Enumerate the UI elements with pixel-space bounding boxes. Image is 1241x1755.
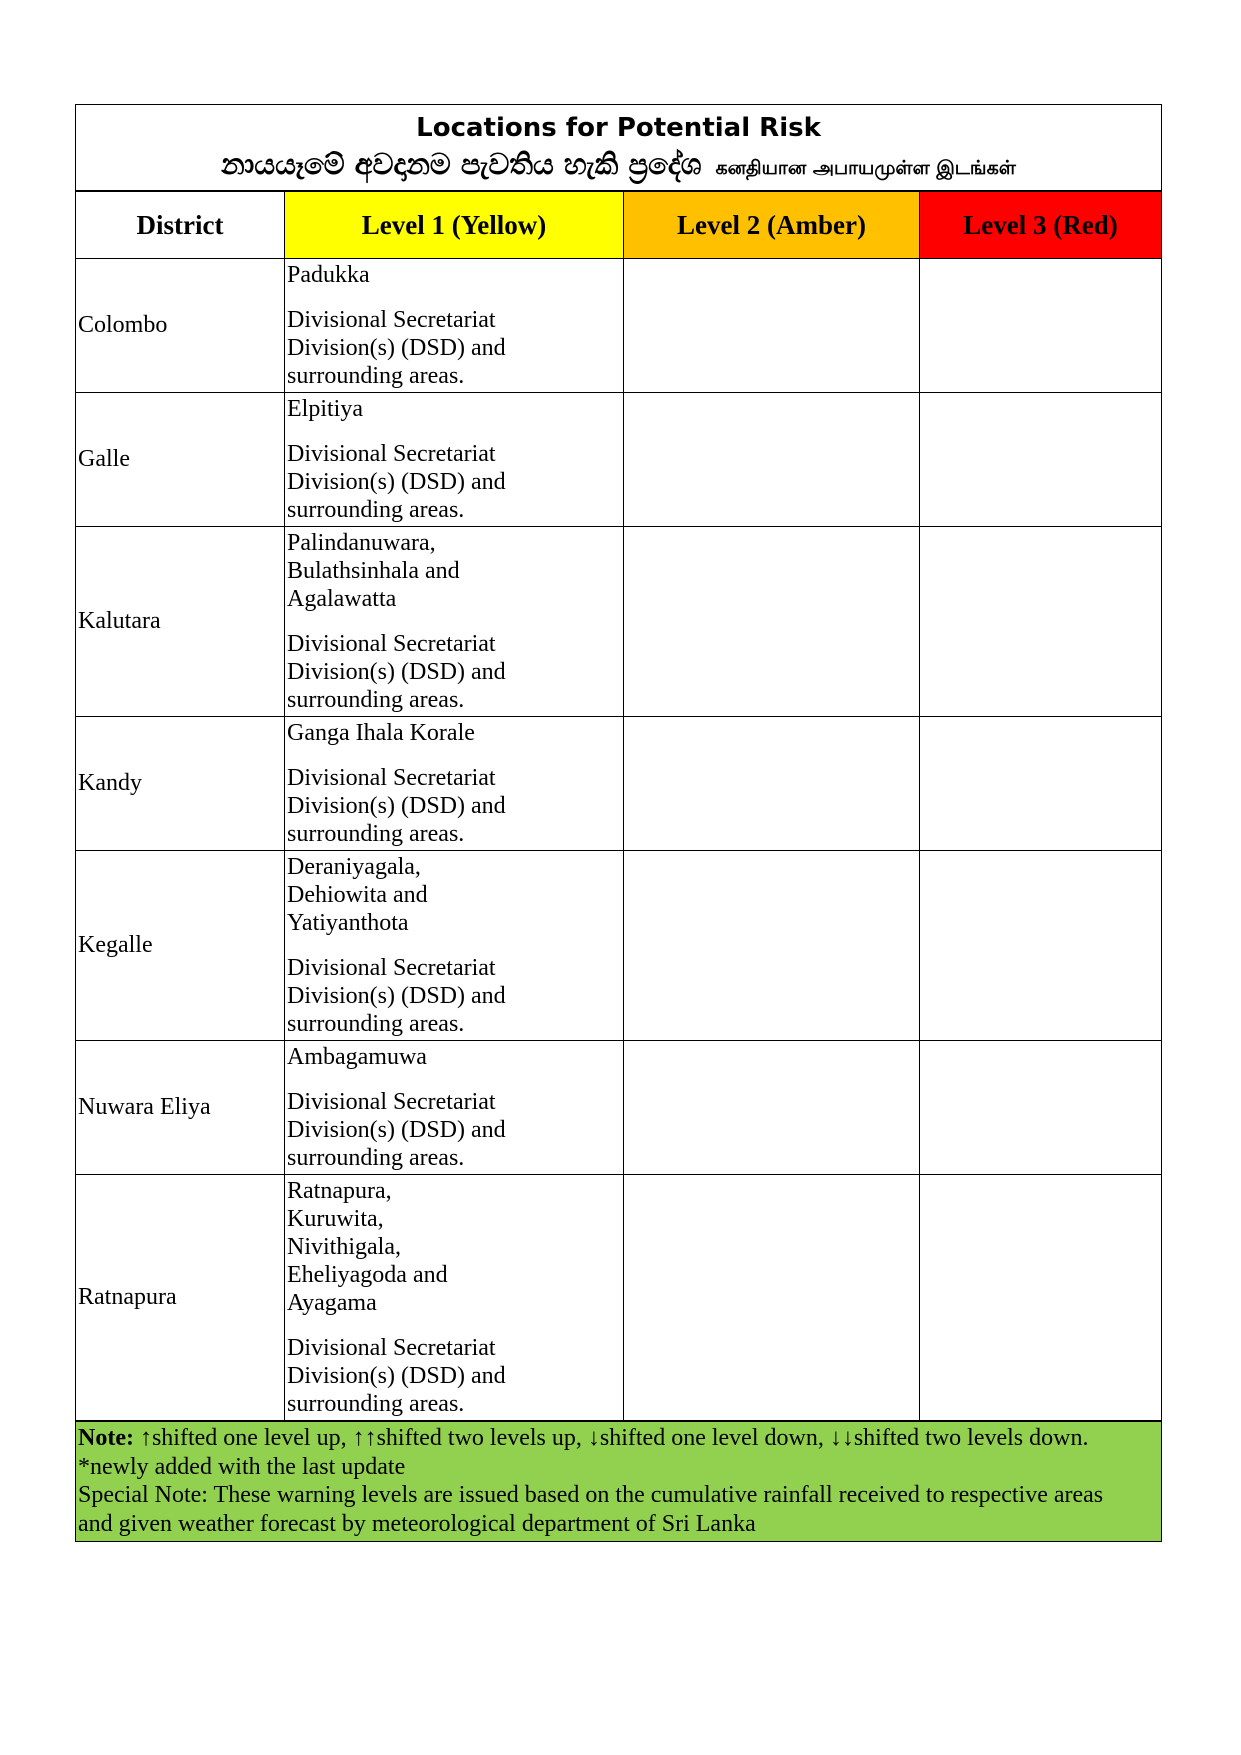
district-cell: Kegalle: [76, 851, 285, 1041]
level-1-cell: [285, 717, 624, 851]
level-2-cell: [624, 1041, 920, 1175]
dsd-note-line: surrounding areas.: [287, 1011, 465, 1037]
title-english: Locations for Potential Risk: [416, 113, 821, 143]
table-row: [76, 1175, 1162, 1422]
title-cell: [76, 105, 1162, 192]
table-row: [76, 1041, 1162, 1175]
spacer: [287, 613, 619, 630]
dsd-note-line: Divisional Secretariat: [287, 441, 496, 467]
note-line: [78, 1424, 1159, 1453]
spacer: [287, 423, 619, 440]
level-3-cell: [920, 259, 1162, 393]
level-3-cell: [920, 527, 1162, 717]
location-line: Kuruwita,: [287, 1206, 384, 1232]
dsd-note-line: Division(s) (DSD) and: [287, 983, 506, 1009]
dsd-note-line: Division(s) (DSD) and: [287, 1363, 506, 1389]
dsd-note-line: Divisional Secretariat: [287, 1335, 496, 1361]
header-level-3: Level 3 (Red): [920, 191, 1162, 259]
level-1-cell: [285, 393, 624, 527]
level-2-cell: [624, 1175, 920, 1422]
note-arrows-legend: ↑shifted one level up, ↑↑shifted two levels up, ↓shifted one level down, ↓↓shifted two levels down.: [133, 1425, 1089, 1451]
level-3-cell: [920, 1175, 1162, 1422]
note-row: [76, 1421, 1162, 1542]
dsd-note-line: surrounding areas.: [287, 687, 465, 713]
level-2-cell: [624, 527, 920, 717]
dsd-note-line: surrounding areas.: [287, 1391, 465, 1417]
district-cell: Colombo: [76, 259, 285, 393]
level-1-cell: [285, 1041, 624, 1175]
location-line: Yatiyanthota: [287, 910, 409, 936]
title-sinhala: නායයෑමේ අවදානම පැවතිය හැකි ප්‍රදේශ: [221, 147, 702, 181]
header-level-2: Level 2 (Amber): [624, 191, 920, 259]
level-1-cell: [285, 527, 624, 717]
level-3-cell: [920, 851, 1162, 1041]
level-1-cell: [285, 851, 624, 1041]
table-row: [76, 851, 1162, 1041]
location-line: Dehiowita and: [287, 882, 428, 908]
location-line: Deraniyagala,: [287, 854, 421, 880]
table-row: [76, 393, 1162, 527]
location-line: Bulathsinhala and: [287, 558, 460, 584]
dsd-note-line: Divisional Secretariat: [287, 955, 496, 981]
dsd-note-line: Division(s) (DSD) and: [287, 793, 506, 819]
dsd-note-line: surrounding areas.: [287, 821, 465, 847]
location-line: Elpitiya: [287, 396, 363, 422]
spacer: [287, 289, 619, 306]
note-line: and given weather forecast by meteorological department of Sri Lanka: [78, 1510, 756, 1537]
dsd-note-line: Division(s) (DSD) and: [287, 1117, 506, 1143]
location-line: Ayagama: [287, 1290, 377, 1316]
level-1-cell: [285, 1175, 624, 1422]
dsd-note-line: Division(s) (DSD) and: [287, 335, 506, 361]
header-level-1: Level 1 (Yellow): [285, 191, 624, 259]
location-line: Ambagamuwa: [287, 1044, 427, 1070]
location-line: Ratnapura,: [287, 1178, 392, 1204]
title-row: [76, 105, 1162, 192]
note-cell: [76, 1421, 1162, 1542]
level-1-cell: [285, 259, 624, 393]
district-cell: Kandy: [76, 717, 285, 851]
district-cell: Kalutara: [76, 527, 285, 717]
note-line: Special Note: These warning levels are issued based on the cumulative rainfall received to respective areas: [78, 1482, 1104, 1508]
district-cell: Ratnapura: [76, 1175, 285, 1422]
dsd-note-line: surrounding areas.: [287, 1145, 465, 1171]
dsd-note-line: Division(s) (DSD) and: [287, 659, 506, 685]
location-line: Nivithigala,: [287, 1234, 401, 1260]
dsd-note-line: Divisional Secretariat: [287, 631, 496, 657]
spacer: [287, 1071, 619, 1088]
spacer: [287, 747, 619, 764]
note-label: Note:: [78, 1425, 134, 1451]
district-cell: Galle: [76, 393, 285, 527]
location-line: Ganga Ihala Korale: [287, 720, 475, 746]
level-3-cell: [920, 393, 1162, 527]
dsd-note-line: Divisional Secretariat: [287, 307, 496, 333]
dsd-note-line: Divisional Secretariat: [287, 765, 496, 791]
title-local-languages: [76, 145, 1161, 190]
dsd-note-line: surrounding areas.: [287, 363, 465, 389]
risk-table: [75, 104, 1162, 1542]
location-line: Eheliyagoda and: [287, 1262, 448, 1288]
header-row: [76, 191, 1162, 259]
location-line: Agalawatta: [287, 586, 397, 612]
location-line: Palindanuwara,: [287, 530, 436, 556]
level-2-cell: [624, 259, 920, 393]
level-3-cell: [920, 1041, 1162, 1175]
table-row: [76, 527, 1162, 717]
dsd-note-line: Divisional Secretariat: [287, 1089, 496, 1115]
level-3-cell: [920, 717, 1162, 851]
dsd-note-line: surrounding areas.: [287, 497, 465, 523]
note-line: *newly added with the last update: [78, 1453, 406, 1480]
table-row: [76, 717, 1162, 851]
district-cell: Nuwara Eliya: [76, 1041, 285, 1175]
level-2-cell: [624, 717, 920, 851]
location-line: Padukka: [287, 262, 370, 288]
table-row: [76, 259, 1162, 393]
level-2-cell: [624, 393, 920, 527]
header-district: District: [76, 191, 285, 259]
spacer: [287, 1317, 619, 1334]
level-2-cell: [624, 851, 920, 1041]
dsd-note-line: Division(s) (DSD) and: [287, 469, 506, 495]
spacer: [287, 937, 619, 954]
title-tamil: கனதியான அபாயமுள்ள இடங்கள்: [715, 157, 1016, 179]
